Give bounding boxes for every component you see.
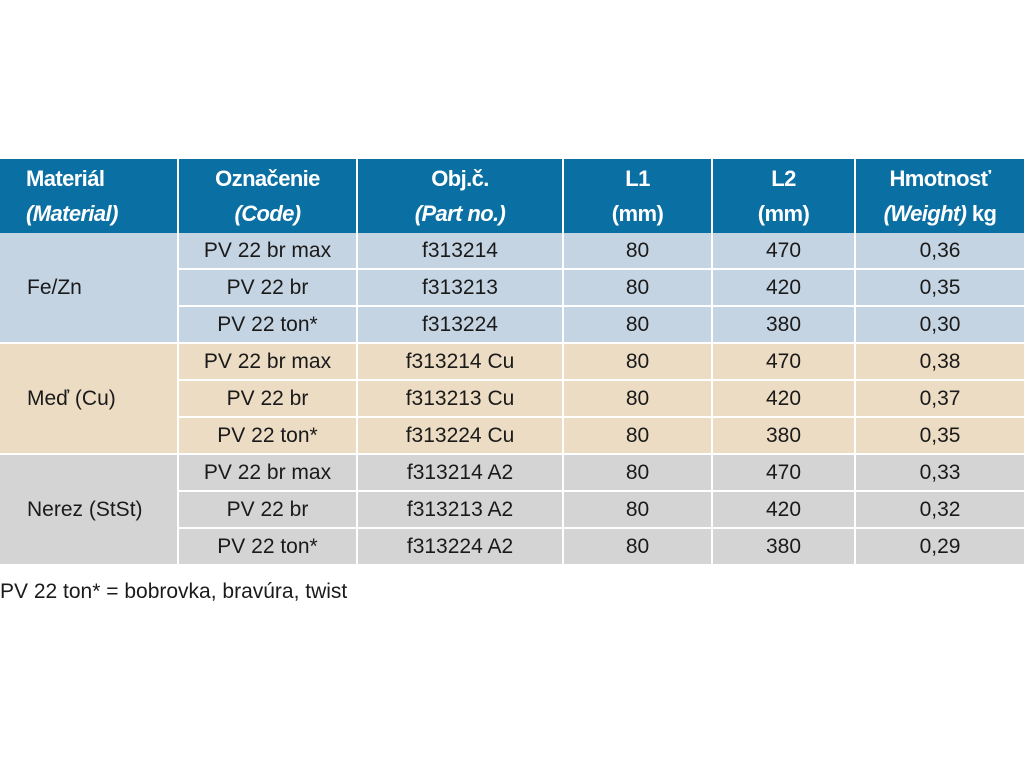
material-cell: Nerez (StSt) [0, 454, 178, 565]
table-row [0, 233, 1024, 269]
column-header-part [357, 159, 563, 233]
code-cell: PV 22 ton* [178, 306, 357, 343]
product-table [0, 159, 1024, 566]
column-header-weight-sub: (Weight) [883, 201, 967, 226]
l2-cell: 470 [712, 233, 855, 269]
l1-cell: 80 [563, 269, 712, 306]
column-header-material [0, 159, 178, 233]
table-body [0, 233, 1024, 565]
code-cell: PV 22 br [178, 380, 357, 417]
code-cell: PV 22 br max [178, 233, 357, 269]
code-cell: PV 22 br max [178, 454, 357, 491]
l2-cell: 470 [712, 343, 855, 380]
part-cell: f313214 A2 [357, 454, 563, 491]
column-header-material-sub: (Material) [26, 201, 118, 226]
code-cell: PV 22 br max [178, 343, 357, 380]
column-header-code-title: Označenie [215, 166, 320, 191]
weight-cell: 0,30 [855, 306, 1024, 343]
part-cell: f313224 Cu [357, 417, 563, 454]
l2-cell: 420 [712, 380, 855, 417]
l1-cell: 80 [563, 491, 712, 528]
l1-cell: 80 [563, 528, 712, 565]
l1-cell: 80 [563, 417, 712, 454]
column-header-l1-sub: (mm) [611, 201, 664, 226]
table-row [0, 343, 1024, 380]
weight-cell: 0,33 [855, 454, 1024, 491]
weight-cell: 0,37 [855, 380, 1024, 417]
column-header-part-title: Obj.č. [431, 166, 489, 191]
code-cell: PV 22 ton* [178, 417, 357, 454]
column-header-weight-subline [856, 196, 1024, 231]
column-header-l1 [563, 159, 712, 233]
l1-cell: 80 [563, 306, 712, 343]
l2-cell: 420 [712, 491, 855, 528]
column-header-l2-sub: (mm) [757, 201, 810, 226]
part-cell: f313214 Cu [357, 343, 563, 380]
footnote: PV 22 ton* = bobrovka, bravúra, twist [0, 580, 348, 603]
table-row [0, 454, 1024, 491]
column-header-weight-unit: kg [966, 201, 997, 226]
column-header-code-sub: (Code) [234, 201, 301, 226]
l2-cell: 380 [712, 528, 855, 565]
column-header-weight [855, 159, 1024, 233]
product-table-wrapper [0, 159, 1024, 566]
column-header-l2-title: L2 [771, 166, 796, 191]
l2-cell: 420 [712, 269, 855, 306]
part-cell: f313213 A2 [357, 491, 563, 528]
part-cell: f313214 [357, 233, 563, 269]
code-cell: PV 22 br [178, 491, 357, 528]
weight-cell: 0,36 [855, 233, 1024, 269]
code-cell: PV 22 br [178, 269, 357, 306]
column-header-material-title: Materiál [26, 166, 105, 191]
code-cell: PV 22 ton* [178, 528, 357, 565]
column-header-part-sub: (Part no.) [414, 201, 506, 226]
weight-cell: 0,29 [855, 528, 1024, 565]
weight-cell: 0,35 [855, 269, 1024, 306]
weight-cell: 0,32 [855, 491, 1024, 528]
header-row [0, 159, 1024, 233]
weight-cell: 0,38 [855, 343, 1024, 380]
material-cell: Fe/Zn [0, 233, 178, 343]
material-cell: Meď (Cu) [0, 343, 178, 454]
table-header [0, 159, 1024, 233]
part-cell: f313224 A2 [357, 528, 563, 565]
l1-cell: 80 [563, 343, 712, 380]
l1-cell: 80 [563, 380, 712, 417]
l1-cell: 80 [563, 233, 712, 269]
part-cell: f313224 [357, 306, 563, 343]
part-cell: f313213 Cu [357, 380, 563, 417]
l2-cell: 470 [712, 454, 855, 491]
l2-cell: 380 [712, 306, 855, 343]
part-cell: f313213 [357, 269, 563, 306]
l1-cell: 80 [563, 454, 712, 491]
column-header-weight-title: Hmotnosť [889, 166, 991, 191]
weight-cell: 0,35 [855, 417, 1024, 454]
column-header-l1-title: L1 [625, 166, 650, 191]
column-header-code [178, 159, 357, 233]
l2-cell: 380 [712, 417, 855, 454]
column-header-l2 [712, 159, 855, 233]
